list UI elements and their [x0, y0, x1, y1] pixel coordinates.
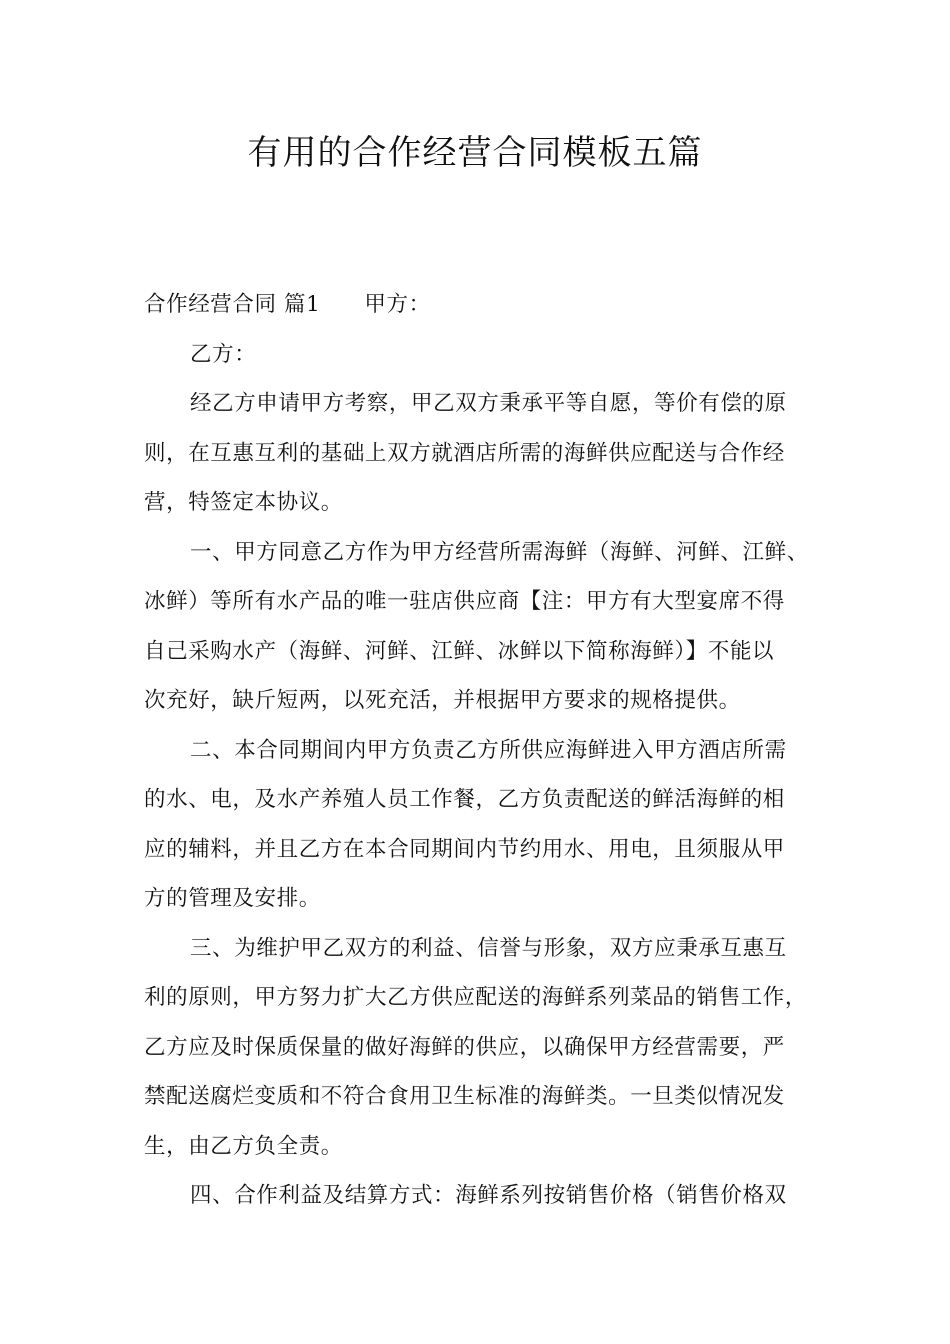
paragraph-line: 一、甲方同意乙方作为甲方经营所需海鲜（海鲜、河鲜、江鲜、 — [190, 539, 809, 565]
paragraph-line: 利的原则，甲方努力扩大乙方供应配送的海鲜系列菜品的销售工作， — [144, 985, 808, 1010]
paragraph-line: 方的管理及安排。 — [144, 886, 321, 911]
paragraph-line: 经乙方申请甲方考察，甲乙双方秉承平等自愿，等价有偿的原 — [190, 391, 787, 416]
contract-section-label: 合作经营合同 篇1 — [144, 292, 321, 317]
paragraph-line: 自己采购水产（海鲜、河鲜、江鲜、冰鲜以下简称海鲜）】不能以 — [144, 638, 775, 664]
paragraph-line: 四、合作利益及结算方式：海鲜系列按销售价格（销售价格双 — [190, 1183, 787, 1208]
party-a-label: 甲方： — [364, 292, 431, 317]
paragraph-line: 禁配送腐烂变质和不符合食用卫生标准的海鲜类。一旦类似情况发 — [144, 1084, 785, 1109]
document-title: 有用的合作经营合同模板五篇 — [247, 133, 703, 173]
paragraph-line: 应的辅料，并且乙方在本合同期间内节约用水、用电，且须服从甲 — [144, 836, 785, 862]
paragraph-line: 生，由乙方负全责。 — [144, 1133, 343, 1159]
paragraph-line: 三、为维护甲乙双方的利益、信誉与形象，双方应秉承互惠互 — [190, 935, 787, 961]
paragraph-line: 乙方应及时保质保量的做好海鲜的供应，以确保甲方经营需要，严 — [144, 1034, 785, 1060]
paragraph-line: 则，在互惠互利的基础上双方就酒店所需的海鲜供应配送与合作经 — [144, 440, 785, 466]
paragraph-line: 营，特签定本协议。 — [144, 490, 343, 515]
document-body — [144, 280, 834, 1221]
paragraph-line: 次充好，缺斤短两，以死充活，并根据甲方要求的规格提供。 — [144, 688, 741, 713]
paragraph-line: 二、本合同期间内甲方负责乙方所供应海鲜进入甲方酒店所需 — [190, 737, 787, 763]
contract-heading-line — [144, 280, 834, 330]
paragraph-line: 的水、电，及水产养殖人员工作餐，乙方负责配送的鲜活海鲜的相 — [144, 787, 785, 812]
party-b-line: 乙方： — [190, 341, 257, 367]
paragraph-line: 冰鲜）等所有水产品的唯一驻店供应商【注：甲方有大型宴席不得 — [144, 589, 785, 614]
